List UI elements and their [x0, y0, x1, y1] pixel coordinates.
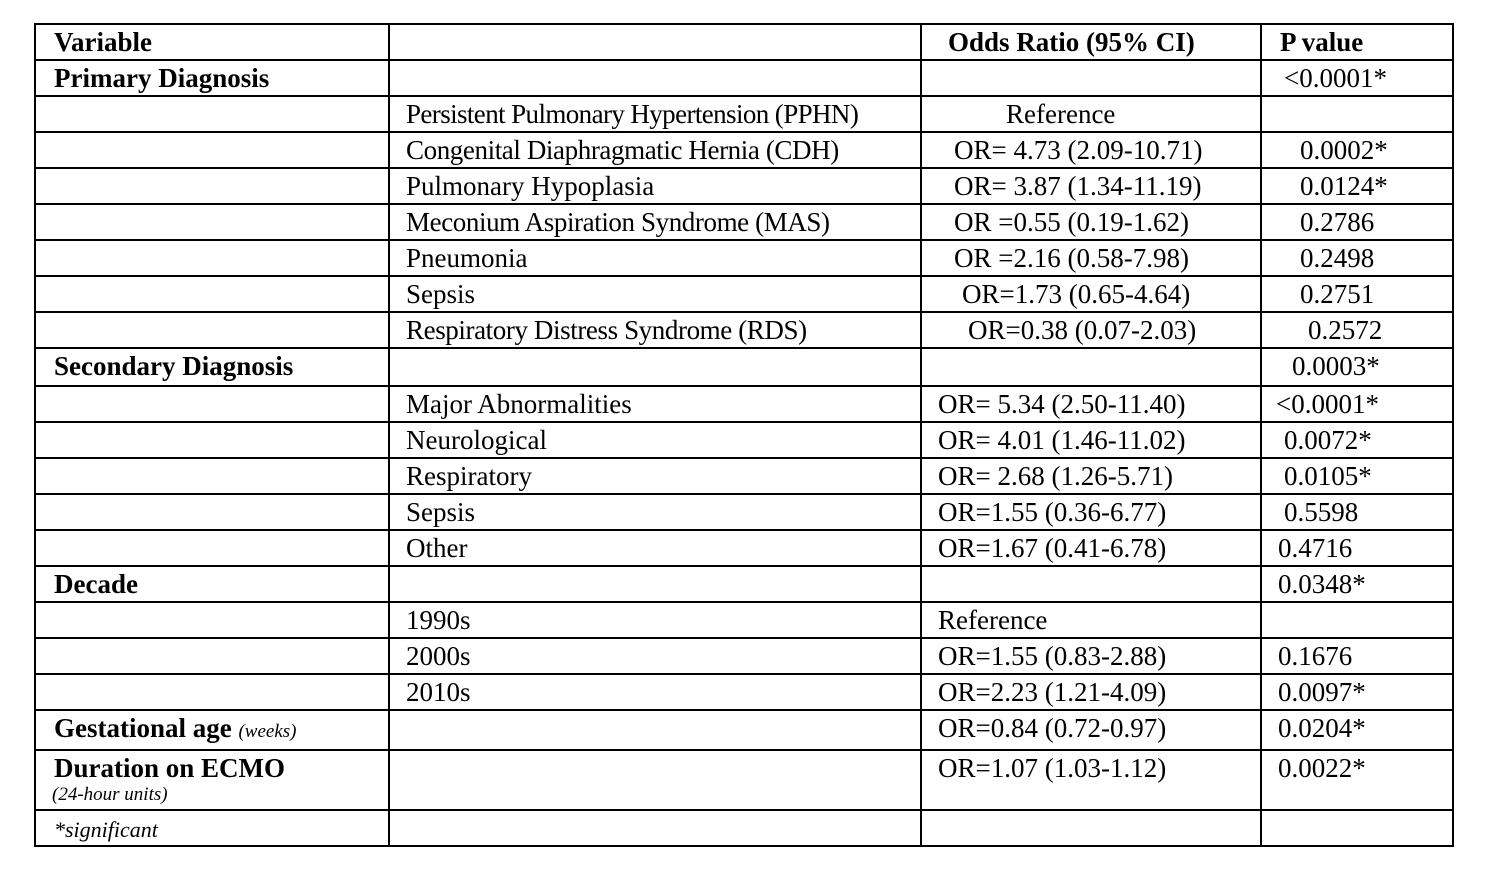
empty-cell — [35, 494, 389, 530]
category-label — [35, 710, 389, 750]
row-p-value: 0.0204* — [1261, 710, 1453, 750]
row-name: Pulmonary Hypoplasia — [389, 168, 921, 204]
row-p-value: <0.0001* — [1261, 386, 1453, 422]
table-row — [35, 96, 1453, 132]
empty-cell — [921, 810, 1261, 846]
row-odds-ratio: OR=1.67 (0.41-6.78) — [921, 530, 1261, 566]
empty-cell — [35, 276, 389, 312]
row-p-value: 0.2786 — [1261, 204, 1453, 240]
odds-ratio-table — [34, 23, 1454, 847]
row-name: Persistent Pulmonary Hypertension (PPHN) — [389, 96, 921, 132]
row-p-value: 0.0072* — [1261, 422, 1453, 458]
row-odds-ratio: OR=2.23 (1.21-4.09) — [921, 674, 1261, 710]
row-p-value: 0.0124* — [1261, 168, 1453, 204]
category-row-secondary — [35, 348, 1453, 386]
row-p-value: 0.0022* — [1261, 750, 1453, 810]
table-row — [35, 674, 1453, 710]
table-row — [35, 204, 1453, 240]
category-row-primary — [35, 60, 1453, 96]
row-odds-ratio: OR=1.07 (1.03-1.12) — [921, 750, 1261, 810]
category-label: Secondary Diagnosis — [35, 348, 389, 386]
empty-cell — [35, 132, 389, 168]
empty-cell — [35, 168, 389, 204]
empty-cell — [389, 60, 921, 96]
category-label: Decade — [35, 566, 389, 602]
row-name: Meconium Aspiration Syndrome (MAS) — [389, 204, 921, 240]
category-row-ecmo — [35, 750, 1453, 810]
row-odds-ratio: OR= 3.87 (1.34-11.19) — [921, 168, 1261, 204]
empty-cell — [35, 240, 389, 276]
header-sub — [389, 24, 921, 60]
row-odds-ratio: OR=1.55 (0.83-2.88) — [921, 638, 1261, 674]
row-odds-ratio: OR =0.55 (0.19-1.62) — [921, 204, 1261, 240]
empty-cell — [1261, 810, 1453, 846]
row-odds-ratio: Reference — [921, 602, 1261, 638]
empty-cell — [35, 458, 389, 494]
row-name: Other — [389, 530, 921, 566]
category-p-value: 0.0003* — [1261, 348, 1453, 386]
row-p-value: 0.0002* — [1261, 132, 1453, 168]
category-p-value: <0.0001* — [1261, 60, 1453, 96]
ecmo-unit: (24-hour units) — [52, 784, 168, 805]
row-odds-ratio: OR=0.38 (0.07-2.03) — [921, 312, 1261, 348]
footnote-cell — [35, 810, 389, 846]
table-row — [35, 312, 1453, 348]
row-p-value — [1261, 96, 1453, 132]
table-row — [35, 386, 1453, 422]
category-row-gestational — [35, 710, 1453, 750]
empty-cell — [35, 602, 389, 638]
empty-cell — [389, 566, 921, 602]
gestational-label: Gestational age — [54, 713, 232, 743]
empty-cell — [921, 566, 1261, 602]
empty-cell — [389, 810, 921, 846]
row-odds-ratio: OR=0.84 (0.72-0.97) — [921, 710, 1261, 750]
row-name: Major Abnormalities — [389, 386, 921, 422]
ecmo-label: Duration on ECMO — [54, 753, 286, 783]
footnote-row — [35, 810, 1453, 846]
row-p-value: 0.5598 — [1261, 494, 1453, 530]
header-p-value: P value — [1261, 24, 1453, 60]
empty-cell — [35, 638, 389, 674]
empty-cell — [389, 348, 921, 386]
table-row — [35, 458, 1453, 494]
table-row — [35, 494, 1453, 530]
empty-cell — [35, 674, 389, 710]
row-p-value: 0.2498 — [1261, 240, 1453, 276]
empty-cell — [35, 204, 389, 240]
empty-cell — [35, 96, 389, 132]
category-label: Primary Diagnosis — [35, 60, 389, 96]
row-name: 2010s — [389, 674, 921, 710]
row-name: Neurological — [389, 422, 921, 458]
row-name: Respiratory — [389, 458, 921, 494]
row-p-value — [1261, 602, 1453, 638]
empty-cell — [35, 386, 389, 422]
category-p-value: 0.0348* — [1261, 566, 1453, 602]
table-row — [35, 638, 1453, 674]
row-odds-ratio: OR=1.73 (0.65-4.64) — [921, 276, 1261, 312]
empty-cell — [35, 422, 389, 458]
row-odds-ratio: OR= 4.73 (2.09-10.71) — [921, 132, 1261, 168]
table-row — [35, 602, 1453, 638]
header-variable: Variable — [35, 24, 389, 60]
gestational-unit: (weeks) — [238, 721, 297, 742]
row-odds-ratio: OR= 4.01 (1.46-11.02) — [921, 422, 1261, 458]
row-name: Sepsis — [389, 276, 921, 312]
empty-cell — [921, 348, 1261, 386]
category-row-decade — [35, 566, 1453, 602]
row-name: Pneumonia — [389, 240, 921, 276]
category-label — [35, 750, 389, 810]
row-odds-ratio: OR =2.16 (0.58-7.98) — [921, 240, 1261, 276]
row-name: Respiratory Distress Syndrome (RDS) — [389, 312, 921, 348]
footnote: *significant — [54, 817, 158, 842]
table-row — [35, 422, 1453, 458]
table-row — [35, 240, 1453, 276]
header-odds-ratio: Odds Ratio (95% CI) — [921, 24, 1261, 60]
row-odds-ratio: OR=1.55 (0.36-6.77) — [921, 494, 1261, 530]
row-name: 1990s — [389, 602, 921, 638]
row-p-value: 0.2751 — [1261, 276, 1453, 312]
row-p-value: 0.2572 — [1261, 312, 1453, 348]
row-odds-ratio: Reference — [921, 96, 1261, 132]
row-odds-ratio: OR= 5.34 (2.50-11.40) — [921, 386, 1261, 422]
row-p-value: 0.4716 — [1261, 530, 1453, 566]
table-row — [35, 276, 1453, 312]
table-row — [35, 132, 1453, 168]
row-odds-ratio: OR= 2.68 (1.26-5.71) — [921, 458, 1261, 494]
empty-cell — [389, 750, 921, 810]
empty-cell — [35, 530, 389, 566]
empty-cell — [389, 710, 921, 750]
header-row — [35, 24, 1453, 60]
row-p-value: 0.1676 — [1261, 638, 1453, 674]
row-p-value: 0.0097* — [1261, 674, 1453, 710]
table-row — [35, 530, 1453, 566]
row-name: Sepsis — [389, 494, 921, 530]
table-row — [35, 168, 1453, 204]
row-p-value: 0.0105* — [1261, 458, 1453, 494]
row-name: Congenital Diaphragmatic Hernia (CDH) — [389, 132, 921, 168]
empty-cell — [921, 60, 1261, 96]
empty-cell — [35, 312, 389, 348]
row-name: 2000s — [389, 638, 921, 674]
